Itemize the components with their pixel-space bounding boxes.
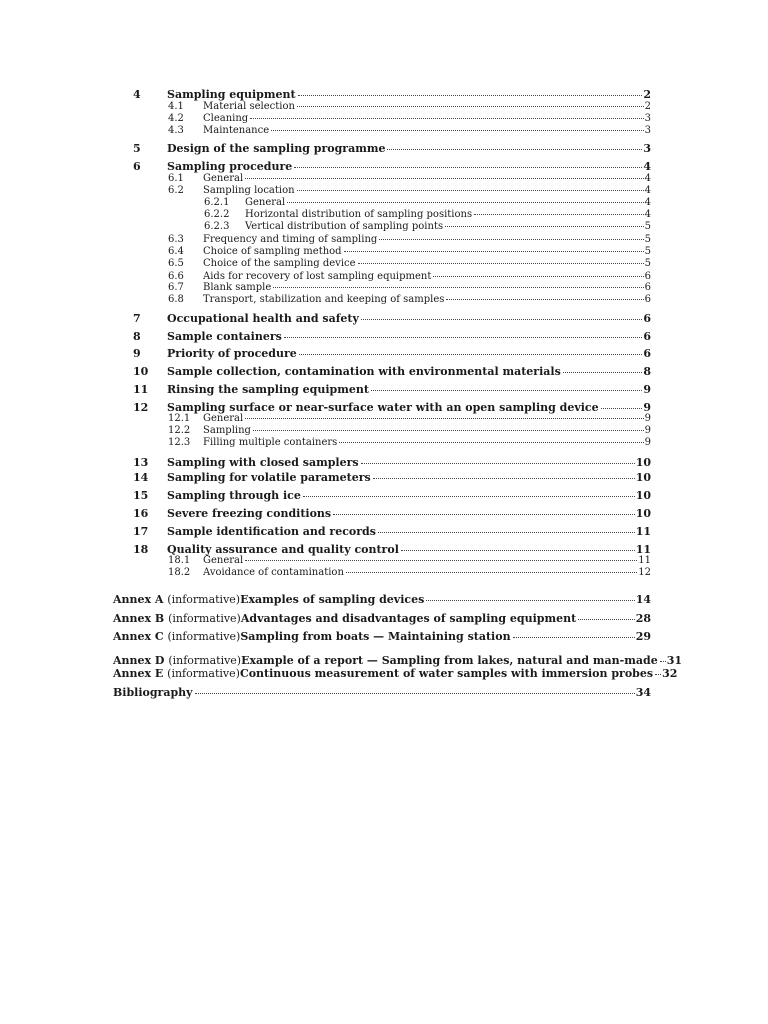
dot-leader (401, 550, 635, 551)
toc-entry[interactable] (133, 89, 651, 100)
toc-entry-page: 4 (644, 173, 651, 184)
toc-entry-title: Occupational health and safety (167, 312, 359, 325)
toc-entry-page: 6 (643, 312, 651, 325)
toc-entry-number: 6.4 (168, 246, 184, 257)
toc-entry-title: Aids for recovery of lost sampling equipment (203, 271, 432, 282)
toc-entry-title: General (203, 173, 244, 184)
dot-leader (299, 354, 643, 355)
dot-leader (245, 560, 637, 561)
dot-leader (601, 408, 643, 409)
toc-entry-title: Horizontal distribution of sampling positions (245, 209, 473, 220)
toc-entry-page: 2 (644, 101, 651, 112)
dot-leader (303, 496, 635, 497)
toc-entry[interactable] (168, 414, 651, 424)
toc-entry-number: 6.1 (168, 173, 184, 184)
toc-entry-number: 6.2.2 (204, 209, 230, 220)
toc-entry[interactable] (133, 472, 651, 483)
toc-entry-number: 18 (133, 543, 149, 556)
toc-entry-page: 6 (644, 294, 651, 305)
toc-entry-page: 9 (644, 413, 651, 424)
toc-entry-title: Sampling equipment (167, 88, 296, 101)
dot-leader (378, 532, 635, 533)
dot-leader (513, 637, 635, 638)
annex-page: 14 (635, 593, 651, 606)
toc-entry-title: Sampling through ice (167, 489, 301, 502)
toc-entry-title: Transport, stabilization and keeping of samples (203, 294, 445, 305)
toc-entry[interactable] (133, 402, 651, 413)
toc-entry-title: Avoidance of contamination (203, 567, 344, 578)
toc-entry-page: 5 (644, 221, 651, 232)
toc-entry-number: 12.1 (168, 413, 191, 424)
toc-annex-e[interactable] (113, 667, 678, 680)
toc-entry-page: 9 (644, 425, 651, 436)
toc-annex-d[interactable] (113, 654, 682, 667)
annex-label: Annex B (113, 612, 165, 625)
annex-label: Annex A (113, 593, 164, 606)
dot-leader (253, 430, 644, 431)
toc-entry[interactable] (168, 126, 651, 136)
toc-entry-title: Severe freezing conditions (167, 507, 332, 520)
toc-entry-number: 15 (133, 489, 149, 502)
toc-entry-title: Maintenance (203, 125, 270, 136)
dot-leader (426, 600, 634, 601)
toc-entry-number: 11 (133, 383, 149, 396)
annex-informative: (informative) (167, 593, 241, 606)
annex-title: Examples of sampling devices (240, 593, 425, 606)
annex-informative: (informative) (167, 667, 240, 680)
toc-entry-page: 4 (644, 197, 651, 208)
toc-entry-number: 4.3 (168, 125, 184, 136)
toc-entry[interactable] (133, 161, 651, 172)
toc-entry-number: 12.3 (168, 437, 191, 448)
toc-entry-title: Sample identification and records (167, 525, 376, 538)
toc-entry-page: 4 (644, 185, 651, 196)
toc-entry[interactable] (133, 348, 651, 359)
toc-entry-title: Frequency and timing of sampling (203, 234, 378, 245)
toc-entry-number: 4.1 (168, 101, 184, 112)
toc-entry-page: 9 (643, 383, 651, 396)
toc-entry-number: 6.8 (168, 294, 184, 305)
annex-page: 32 (662, 667, 678, 680)
toc-bibliography[interactable] (113, 687, 651, 698)
toc-entry-page: 11 (638, 555, 651, 566)
toc-entry-page: 2 (643, 88, 651, 101)
toc-entry[interactable] (204, 210, 651, 220)
dot-leader (655, 674, 661, 675)
toc-entry[interactable] (133, 544, 651, 555)
dot-leader (297, 106, 644, 107)
dot-leader (245, 418, 643, 419)
toc-annex-b[interactable] (113, 613, 651, 624)
toc-entry-number: 5 (133, 142, 141, 155)
toc-entry[interactable] (133, 143, 651, 154)
toc-entry[interactable] (133, 526, 651, 537)
toc-entry-page: 12 (638, 567, 651, 578)
bibliography-title: Bibliography (113, 686, 193, 699)
toc-entry[interactable] (168, 438, 651, 448)
toc-entry-title: Sampling location (203, 185, 295, 196)
toc-entry-number: 6.2.1 (204, 197, 230, 208)
toc-entry-number: 12.2 (168, 425, 191, 436)
toc-entry[interactable] (168, 283, 651, 293)
annex-title: Example of a report — Sampling from lakes, natural and man-made (241, 654, 658, 667)
toc-entry-title: General (203, 413, 244, 424)
toc-annex-c[interactable] (113, 631, 651, 642)
toc-entry[interactable] (168, 102, 651, 112)
toc-entry-page: 5 (644, 258, 651, 269)
toc-entry-title: Choice of the sampling device (203, 258, 356, 269)
toc-entry-title: Design of the sampling programme (167, 142, 386, 155)
annex-label: Annex D (113, 654, 165, 667)
toc-entry-page: 3 (644, 113, 651, 124)
toc-entry-page: 10 (635, 471, 651, 484)
toc-entry[interactable] (133, 366, 651, 377)
annex-label: Annex E (113, 667, 164, 680)
annex-title: Sampling from boats — Maintaining station (240, 630, 511, 643)
toc-entry[interactable] (168, 556, 651, 566)
annex-informative: (informative) (168, 612, 241, 625)
toc-annex-a[interactable] (113, 594, 651, 605)
annex-informative: (informative) (167, 630, 241, 643)
toc-entry-number: 17 (133, 525, 149, 538)
toc-entry[interactable] (204, 198, 651, 208)
toc-entry-title: Quality assurance and quality control (167, 543, 399, 556)
toc-entry-page: 5 (644, 246, 651, 257)
toc-entry-number: 18.1 (168, 555, 191, 566)
toc-entry-number: 18.2 (168, 567, 191, 578)
toc-entry-title: Vertical distribution of sampling points (245, 221, 444, 232)
toc-entry-page: 3 (643, 142, 651, 155)
toc-entry-page: 10 (635, 507, 651, 520)
toc-entry-title: General (245, 197, 286, 208)
dot-leader (298, 95, 643, 96)
dot-leader (339, 442, 643, 443)
toc-entry-number: 6.5 (168, 258, 184, 269)
toc-entry-title: Choice of sampling method (203, 246, 342, 257)
toc-entry-title: Filling multiple containers (203, 437, 338, 448)
toc-entry[interactable] (168, 114, 651, 124)
toc-entry-page: 6 (643, 347, 651, 360)
dot-leader (297, 190, 644, 191)
dot-leader (660, 661, 666, 662)
toc-entry-title: Blank sample (203, 282, 272, 293)
toc-entry-title: Sampling surface or near-surface water with an open sampling device (167, 401, 599, 414)
toc-entry-page: 4 (644, 209, 651, 220)
toc-entry-page: 6 (644, 282, 651, 293)
toc-entry-number: 6.2 (168, 185, 184, 196)
toc-entry[interactable] (133, 331, 651, 342)
toc-entry-page: 10 (635, 456, 651, 469)
toc-entry-title: Sampling with closed samplers (167, 456, 359, 469)
toc-entry-title: Sampling for volatile parameters (167, 471, 371, 484)
toc-entry-number: 6.2.3 (204, 221, 230, 232)
toc-entry-number: 12 (133, 401, 149, 414)
toc-entry-page: 3 (644, 125, 651, 136)
toc-entry-page: 9 (643, 401, 651, 414)
dot-leader (578, 619, 635, 620)
toc-entry-number: 10 (133, 365, 149, 378)
dot-leader (361, 463, 635, 464)
dot-leader (333, 514, 635, 515)
dot-leader (346, 572, 637, 573)
toc-entry-number: 9 (133, 347, 141, 360)
dot-leader (371, 390, 642, 391)
toc-entry-title: Sample collection, contamination with environmental materials (167, 365, 561, 378)
toc-entry[interactable] (133, 313, 651, 324)
toc-entry-number: 7 (133, 312, 141, 325)
toc-entry[interactable] (168, 235, 651, 245)
toc-entry-number: 6 (133, 160, 141, 173)
dot-leader (474, 214, 644, 215)
annex-page: 28 (635, 612, 651, 625)
toc-entry[interactable] (168, 247, 651, 257)
toc-entry-number: 4.2 (168, 113, 184, 124)
dot-leader (445, 226, 644, 227)
toc-entry[interactable] (168, 426, 651, 436)
toc-entry[interactable] (168, 186, 651, 196)
toc-entry[interactable] (133, 457, 651, 468)
toc-entry[interactable] (168, 174, 651, 184)
dot-leader (387, 149, 642, 150)
toc-entry-page: 6 (643, 330, 651, 343)
toc-entry[interactable] (168, 295, 651, 305)
toc-entry-title: Sampling (203, 425, 251, 436)
annex-title: Advantages and disadvantages of sampling equipment (240, 612, 577, 625)
toc-entry-page: 9 (644, 437, 651, 448)
toc-entry-page: 11 (635, 543, 651, 556)
toc-entry[interactable] (133, 508, 651, 519)
dot-leader (344, 251, 644, 252)
toc-entry-title: General (203, 555, 244, 566)
toc-entry-title: Cleaning (203, 113, 249, 124)
toc-entry-number: 4 (133, 88, 141, 101)
toc-entry-title: Priority of procedure (167, 347, 297, 360)
dot-leader (287, 202, 643, 203)
annex-informative: (informative) (168, 654, 242, 667)
toc-entry-title: Rinsing the sampling equipment (167, 383, 369, 396)
toc-entry[interactable] (133, 384, 651, 395)
dot-leader (250, 118, 643, 119)
toc-entry-title: Sample containers (167, 330, 282, 343)
dot-leader (273, 287, 643, 288)
bibliography-page: 34 (635, 686, 651, 699)
toc-entry-title: Sampling procedure (167, 160, 293, 173)
annex-page: 29 (635, 630, 651, 643)
dot-leader (361, 319, 642, 320)
toc-entry-number: 6.7 (168, 282, 184, 293)
toc-entry-number: 14 (133, 471, 149, 484)
dot-leader (245, 178, 643, 179)
toc-entry-number: 6.3 (168, 234, 184, 245)
dot-leader (379, 239, 643, 240)
toc-entry-number: 6.6 (168, 271, 184, 282)
toc-entry-title: Material selection (203, 101, 295, 112)
toc-entry-page: 5 (644, 234, 651, 245)
toc-entry[interactable] (168, 272, 651, 282)
dot-leader (271, 130, 643, 131)
toc-entry-page: 11 (635, 525, 651, 538)
toc-entry-number: 8 (133, 330, 141, 343)
toc-entry[interactable] (204, 222, 651, 232)
toc-entry-page: 8 (643, 365, 651, 378)
toc-entry-page: 6 (644, 271, 651, 282)
toc-entry-number: 13 (133, 456, 149, 469)
annex-title: Continuous measurement of water samples with immersion probes (239, 667, 654, 680)
toc-entry-page: 4 (643, 160, 651, 173)
annex-label: Annex C (113, 630, 164, 643)
dot-leader (195, 693, 635, 694)
toc-entry[interactable] (168, 568, 651, 578)
dot-leader (446, 299, 643, 300)
dot-leader (284, 337, 643, 338)
toc-entry[interactable] (133, 490, 651, 501)
dot-leader (373, 478, 635, 479)
dot-leader (433, 276, 643, 277)
toc-entry-page: 10 (635, 489, 651, 502)
dot-leader (563, 372, 643, 373)
annex-page: 31 (666, 654, 682, 667)
dot-leader (358, 263, 644, 264)
dot-leader (294, 167, 642, 168)
toc-entry-number: 16 (133, 507, 149, 520)
toc-entry[interactable] (168, 259, 651, 269)
